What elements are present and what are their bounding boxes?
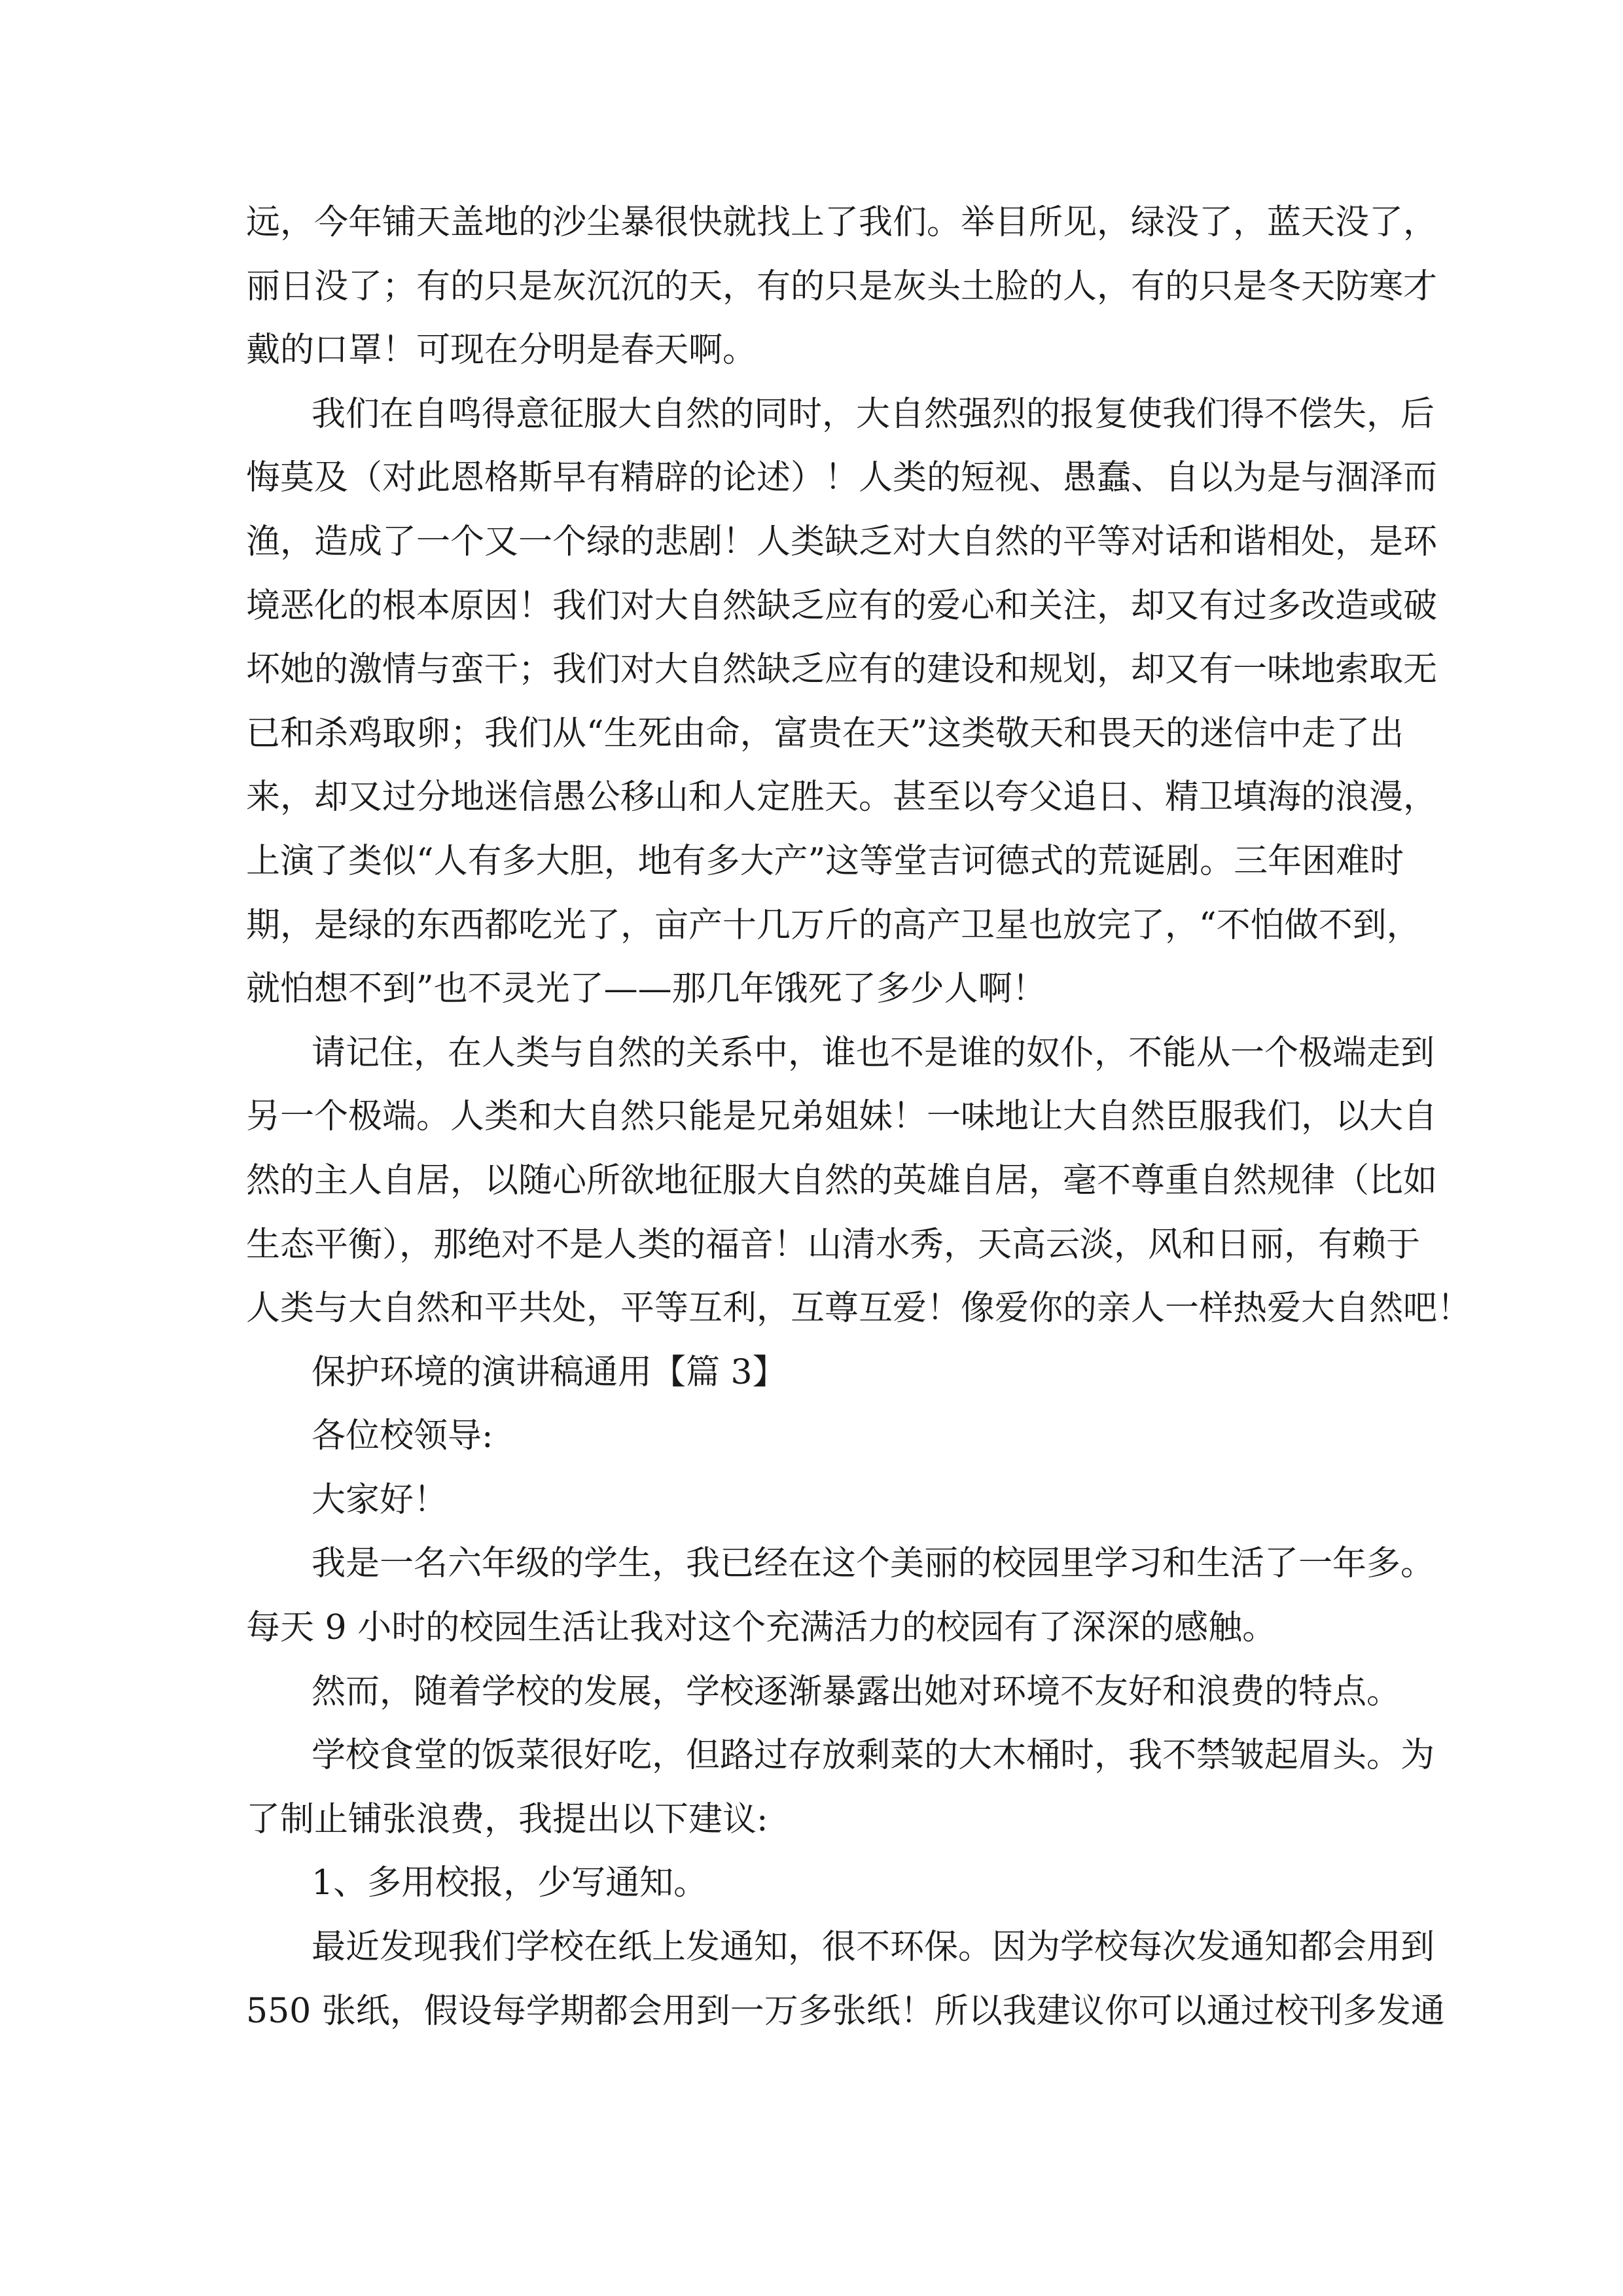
text-line: 人类与大自然和平共处，平等互利，互尊互爱！像爱你的亲人一样热爱大自然吧！ xyxy=(246,1289,1472,1329)
text-line: 上演了类似“人有多大胆，地有多大产”这等堂吉诃德式的荒诞剧。三年困难时 xyxy=(246,841,1404,881)
text-line: 我是一名六年级的学生，我已经在这个美丽的校园里学习和生活了一年多。 xyxy=(312,1544,1435,1584)
text-line: 最近发现我们学校在纸上发通知，很不环保。因为学校每次发通知都会用到 xyxy=(312,1928,1435,1967)
text-line: 远，今年铺天盖地的沙尘暴很快就找上了我们。举目所见，绿没了，蓝天没了， xyxy=(246,203,1438,242)
paragraph xyxy=(246,1724,1435,1852)
text-line: 来，却又过分地迷信愚公移山和人定胜天。甚至以夸父追日、精卫填海的浪漫， xyxy=(246,778,1438,817)
text-line: 大家好！ xyxy=(312,1480,448,1520)
text-line: 550 张纸，假设每学期都会用到一万多张纸！所以我建议你可以通过校刊多发通 xyxy=(246,1991,1445,2031)
text-line: 坏她的激情与蛮干；我们对大自然缺乏应有的建设和规划，却又有一味地索取无 xyxy=(246,650,1438,690)
text-line: 学校食堂的饭菜很好吃，但路过存放剩菜的大木桶时，我不禁皱起眉头。为 xyxy=(312,1736,1435,1776)
paragraph xyxy=(246,383,1438,1022)
paragraph xyxy=(246,1532,1435,1660)
document-body xyxy=(246,191,1472,2043)
paragraph xyxy=(246,1341,1378,1405)
text-line: 各位校领导: xyxy=(312,1416,493,1456)
paragraph xyxy=(246,1022,1472,1341)
paragraph xyxy=(246,1469,1378,1533)
text-line: 另一个极端。人类和大自然只能是兄弟姐妹！一味地让大自然臣服我们，以大自 xyxy=(246,1097,1438,1137)
text-line: 了制止铺张浪费，我提出以下建议: xyxy=(246,1799,768,1839)
text-line: 境恶化的根本原因！我们对大自然缺乏应有的爱心和关注，却又有过多改造或破 xyxy=(246,586,1438,626)
text-line: 1、多用校报，少写通知。 xyxy=(312,1863,708,1903)
text-line: 然的主人自居，以随心所欲地征服大自然的英雄自居，毫不尊重自然规律（比如 xyxy=(246,1160,1438,1200)
text-line: 就怕想不到”也不灵光了——那几年饿死了多少人啊！ xyxy=(246,969,1046,1009)
paragraph xyxy=(246,191,1438,383)
text-line: 生态平衡），那绝对不是人类的福音！山清水秀，天高云淡，风和日丽，有赖于 xyxy=(246,1225,1421,1265)
paragraph xyxy=(246,1916,1445,2043)
text-line: 请记住，在人类与自然的关系中，谁也不是谁的奴仆，不能从一个极端走到 xyxy=(312,1033,1435,1073)
text-line: 戴的口罩！可现在分明是春天啊。 xyxy=(246,331,757,370)
paragraph xyxy=(246,1852,1378,1916)
text-line: 期，是绿的东西都吃光了，亩产十几万斤的高产卫星也放完了，“不怕做不到， xyxy=(246,905,1421,945)
paragraph xyxy=(246,1405,1378,1469)
text-line: 保护环境的演讲稿通用【篇 3】 xyxy=(312,1352,787,1392)
text-line: 渔，造成了一个又一个绿的悲剧！人类缺乏对大自然的平等对话和谐相处，是环 xyxy=(246,522,1438,562)
text-line: 悔莫及（对此恩格斯早有精辟的论述）！人类的短视、愚蠢、自以为是与涸泽而 xyxy=(246,458,1438,498)
text-line: 然而，随着学校的发展，学校逐渐暴露出她对环境不友好和浪费的特点。 xyxy=(312,1672,1401,1712)
text-line: 我们在自鸣得意征服大自然的同时，大自然强烈的报复使我们得不偿失，后 xyxy=(312,394,1435,434)
text-line: 丽日没了；有的只是灰沉沉的天，有的只是灰头土脸的人，有的只是冬天防寒才 xyxy=(246,266,1438,306)
text-line: 已和杀鸡取卵；我们从“生死由命，富贵在天”这类敬天和畏天的迷信中走了出 xyxy=(246,713,1404,753)
text-line: 每天 9 小时的校园生活让我对这个充满活力的校园有了深深的感触。 xyxy=(246,1608,1277,1648)
paragraph xyxy=(246,1660,1401,1725)
